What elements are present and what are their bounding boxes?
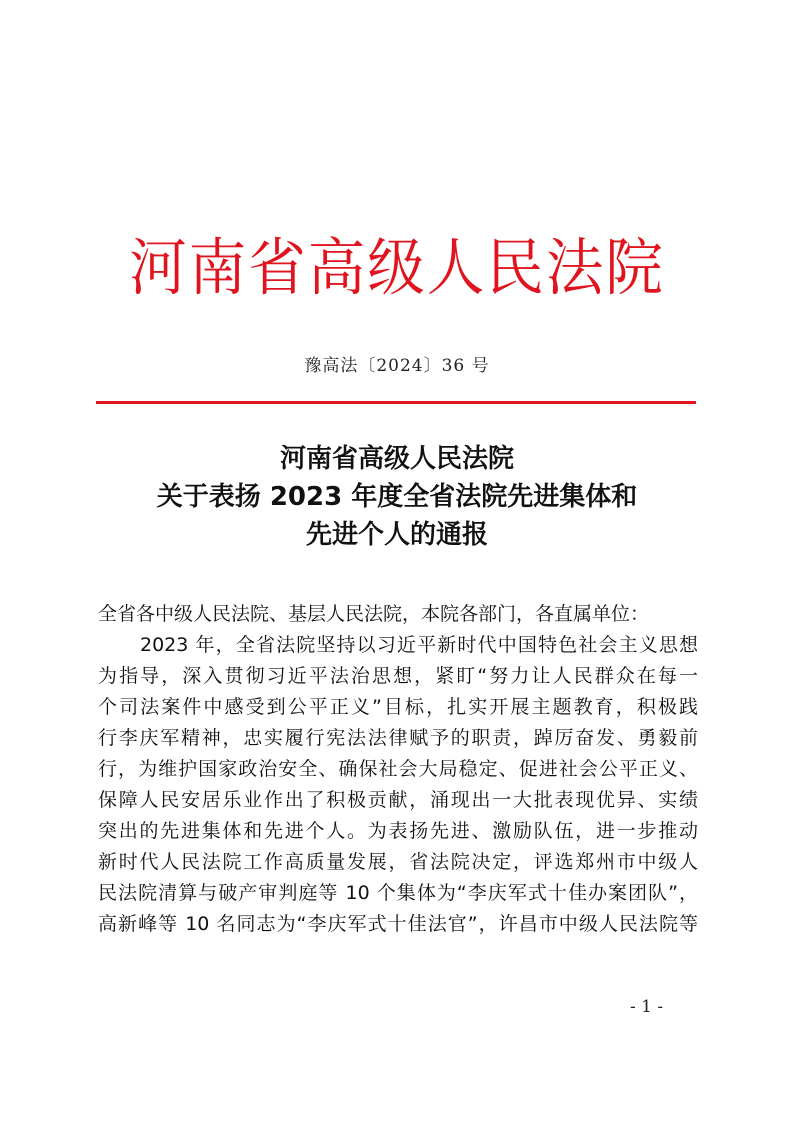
- body-line: 保障人民安居乐业作出了积极贡献，涌现出一大批表现优异、实绩: [98, 789, 698, 811]
- body-line: 为指导，深入贯彻习近平法治思想，紧盯“努力让人民群众在每一: [98, 665, 698, 687]
- title-line-1: 河南省高级人民法院: [279, 444, 514, 474]
- body-line: 行，为维护国家政治安全、确保社会大局稳定、促进社会公平正义、: [98, 758, 698, 780]
- page-number: - 1 -: [630, 997, 664, 1017]
- title-line-3: 先进个人的通报: [305, 520, 488, 550]
- body-line: 2023 年，全省法院坚持以习近平新时代中国特色社会主义思想: [140, 634, 698, 656]
- title-line-2: 关于表扬 2023 年度全省法院先进集体和: [156, 482, 638, 512]
- red-divider-line: [96, 401, 696, 404]
- body-line: 个司法案件中感受到公平正义”目标，扎实开展主题教育，积极践: [98, 696, 698, 718]
- body-line: 高新峰等 10 名同志为“李庆军式十佳法官”，许昌市中级人民法院等: [98, 913, 698, 935]
- body-line: 行李庆军精神，忠实履行宪法法律赋予的职责，踔厉奋发、勇毅前: [98, 727, 698, 749]
- document-title: [0, 440, 794, 554]
- masthead-org-name: 河南省高级人民法院: [129, 231, 665, 304]
- body-line: 新时代人民法院工作高质量发展，省法院决定，评选郑州市中级人: [98, 851, 698, 873]
- body-line: 民法院清算与破产审判庭等 10 个集体为“李庆军式十佳办案团队”，: [98, 882, 698, 904]
- document-number: 豫高法〔2024〕36 号: [304, 356, 490, 376]
- salutation: 全省各中级人民法院、基层人民法院，本院各部门，各直属单位：: [98, 603, 650, 625]
- body-paragraph: [98, 630, 698, 940]
- body-line: 突出的先进集体和先进个人。为表扬先进、激励队伍，进一步推动: [98, 820, 698, 842]
